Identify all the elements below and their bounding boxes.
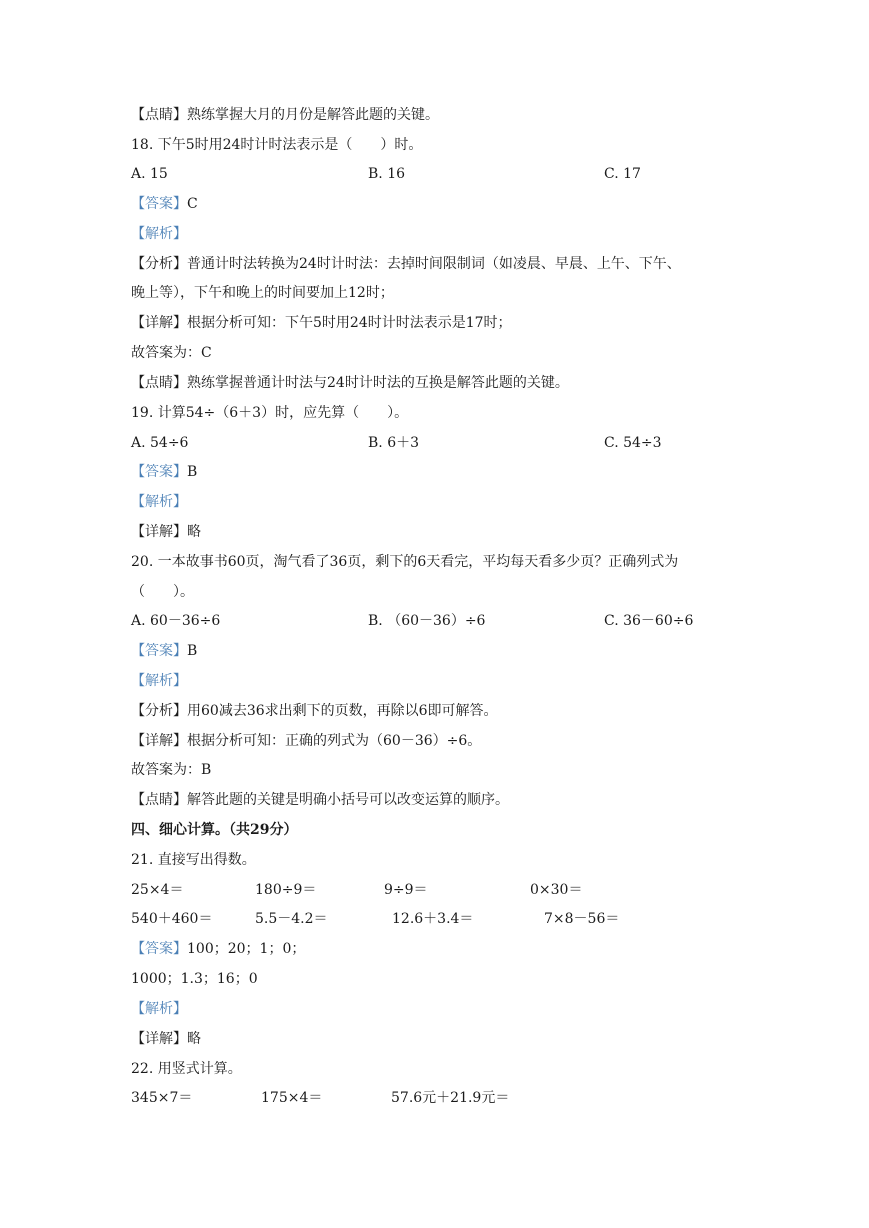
analysis-18-line1: 【分析】普通计时法转换为24时计时法：去掉时间限制词（如凌晨、早晨、上午、下午、 xyxy=(131,256,681,272)
analysis-tag-19: 【解析】 xyxy=(131,494,187,510)
detail-19: 【详解】略 xyxy=(131,524,201,540)
expression: 7×8－56＝ xyxy=(544,911,620,927)
conclusion-18: 故答案为：C xyxy=(131,345,212,361)
option-a: A. 54÷6 xyxy=(131,435,189,451)
analysis-tag-21: 【解析】 xyxy=(131,1001,187,1017)
expression: 345×7＝ xyxy=(131,1090,193,1106)
option-c: C. 17 xyxy=(604,166,641,182)
answer-21-line2: 1000；1.3；16；0 xyxy=(131,971,258,987)
detail-18: 【详解】根据分析可知：下午5时用24时计时法表示是17时； xyxy=(131,315,512,331)
option-c: C. 36－60÷6 xyxy=(604,613,694,629)
note-18: 【点睛】熟练掌握普通计时法与24时计时法的互换是解答此题的关键。 xyxy=(131,375,569,391)
detail-20: 【详解】根据分析可知：正确的列式为（60－36）÷6。 xyxy=(131,733,482,749)
answer-value: B xyxy=(187,464,198,480)
answer-tag: 【答案】 xyxy=(131,643,187,659)
expression: 25×4＝ xyxy=(131,882,184,898)
question-21: 21. 直接写出得数。 xyxy=(131,852,256,868)
question-19: 19. 计算54÷（6＋3）时，应先算（ ）。 xyxy=(131,405,409,421)
section-heading: 四、细心计算。（共29分） xyxy=(131,822,298,838)
question-18: 18. 下午5时用24时计时法表示是（ ）时。 xyxy=(131,137,423,153)
expression: 175×4＝ xyxy=(261,1090,323,1106)
answer-value: B xyxy=(187,643,198,659)
answer-21 xyxy=(131,940,305,958)
analysis-tag-18: 【解析】 xyxy=(131,226,187,242)
conclusion-20: 故答案为：B xyxy=(131,762,212,778)
option-a: A. 60－36÷6 xyxy=(131,613,221,629)
analysis-18-line2: 晚上等），下午和晚上的时间要加上12时； xyxy=(131,285,394,301)
analysis-tag-20: 【解析】 xyxy=(131,673,187,689)
answer-18 xyxy=(131,195,198,213)
answer-value: 100；20；1；0； xyxy=(187,941,306,957)
expression: 540＋460＝ xyxy=(131,911,213,927)
answer-tag: 【答案】 xyxy=(131,196,187,212)
answer-value: C xyxy=(187,196,198,212)
answer-20 xyxy=(131,642,197,660)
expression: 0×30＝ xyxy=(530,882,583,898)
expression: 180÷9＝ xyxy=(255,882,317,898)
note-20: 【点睛】解答此题的关键是明确小括号可以改变运算的顺序。 xyxy=(131,792,509,808)
question-20-line1: 20. 一本故事书60页，淘气看了36页，剩下的6天看完，平均每天看多少页？正确列式为 xyxy=(131,554,679,570)
expression: 12.6＋3.4＝ xyxy=(392,911,474,927)
question-22: 22. 用竖式计算。 xyxy=(131,1061,242,1077)
option-b: B. 16 xyxy=(368,166,406,182)
expression: 9÷9＝ xyxy=(384,882,428,898)
expression: 5.5－4.2＝ xyxy=(255,911,328,927)
answer-tag: 【答案】 xyxy=(131,941,187,957)
option-a: A. 15 xyxy=(131,166,168,182)
answer-tag: 【答案】 xyxy=(131,464,187,480)
expression: 57.6元＋21.9元＝ xyxy=(391,1090,510,1106)
detail-21: 【详解】略 xyxy=(131,1031,201,1047)
option-b: B. （60－36）÷6 xyxy=(368,613,486,629)
option-b: B. 6＋3 xyxy=(368,435,420,451)
analysis-20: 【分析】用60减去36求出剩下的页数，再除以6即可解答。 xyxy=(131,703,498,719)
option-c: C. 54÷3 xyxy=(604,435,662,451)
question-20-line2: （ ）。 xyxy=(131,584,194,600)
note-line: 【点睛】熟练掌握大月的月份是解答此题的关键。 xyxy=(131,107,439,123)
answer-19 xyxy=(131,463,197,481)
